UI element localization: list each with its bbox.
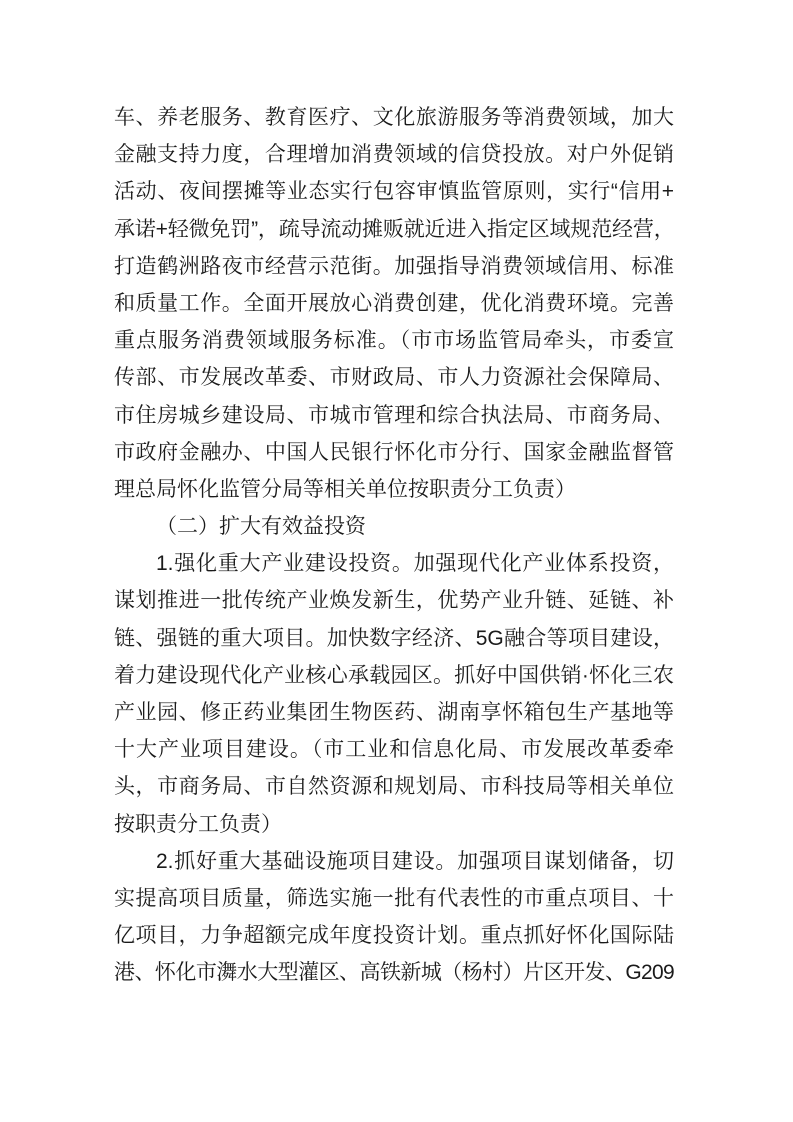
text-line: 1.强化重大产业建设投资。加强现代化产业体系投资， <box>156 552 674 576</box>
text-line: （二）扩大有效益投资 <box>156 515 366 539</box>
text-line: 重点服务消费领域服务标准。（市市场监管局牵头，市委宣 <box>114 329 674 353</box>
section-heading-2 <box>114 508 674 545</box>
item-2-infrastructure-paragraph <box>114 843 674 992</box>
text-line: 金融支持力度，合理增加消费领域的信贷投放。对户外促销 <box>114 143 674 167</box>
text-line: 港、怀化市㵲水大型灌区、高铁新城（杨村）片区开发、G209 <box>114 961 674 985</box>
document-body-text <box>114 99 674 992</box>
text-line: 产业园、修正药业集团生物医药、湖南享怀箱包生产基地等 <box>114 701 674 724</box>
text-line: 理总局怀化监管分局等相关单位按职责分工负责） <box>114 477 576 501</box>
text-line: 实提高项目质量，筛选实施一批有代表性的市重点项目、十 <box>114 886 674 910</box>
text-line: 链、强链的重大项目。加快数字经济、5G融合等项目建设， <box>114 626 674 650</box>
text-line: 车、养老服务、教育医疗、文化旅游服务等消费领域，加大 <box>114 106 674 129</box>
text-line: 2.抓好重大基础设施项目建设。加强项目谋划储备，切 <box>156 849 674 873</box>
consumption-support-paragraph-continuation <box>114 99 674 508</box>
text-line: 打造鹤洲路夜市经营示范街。加强指导消费领域信用、标准 <box>114 254 674 278</box>
text-line: 市政府金融办、中国人民银行怀化市分行、国家金融监督管 <box>114 440 674 464</box>
text-line: 十大产业项目建设。（市工业和信息化局、市发展改革委牵 <box>114 738 674 762</box>
text-line: 着力建设现代化产业核心承载园区。抓好中国供销·怀化三农 <box>114 663 674 687</box>
text-line: 承诺+轻微免罚”，疏导流动摊贩就近进入指定区域规范经营， <box>114 217 674 241</box>
text-line: 亿项目，力争超额完成年度投资计划。重点抓好怀化国际陆 <box>114 924 674 948</box>
text-line: 活动、夜间摆摊等业态实行包容审慎监管原则，实行“信用+ <box>114 180 674 204</box>
text-line: 传部、市发展改革委、市财政局、市人力资源社会保障局、 <box>114 366 674 390</box>
text-line: 按职责分工负责） <box>114 812 282 836</box>
text-line: 和质量工作。全面开展放心消费创建，优化消费环境。完善 <box>114 291 674 315</box>
text-line: 头，市商务局、市自然资源和规划局、市科技局等相关单位 <box>114 775 674 799</box>
text-line: 市住房城乡建设局、市城市管理和综合执法局、市商务局、 <box>114 403 674 427</box>
item-1-industry-investment-paragraph <box>114 545 674 843</box>
text-line: 谋划推进一批传统产业焕发新生，优势产业升链、延链、补 <box>114 589 674 613</box>
